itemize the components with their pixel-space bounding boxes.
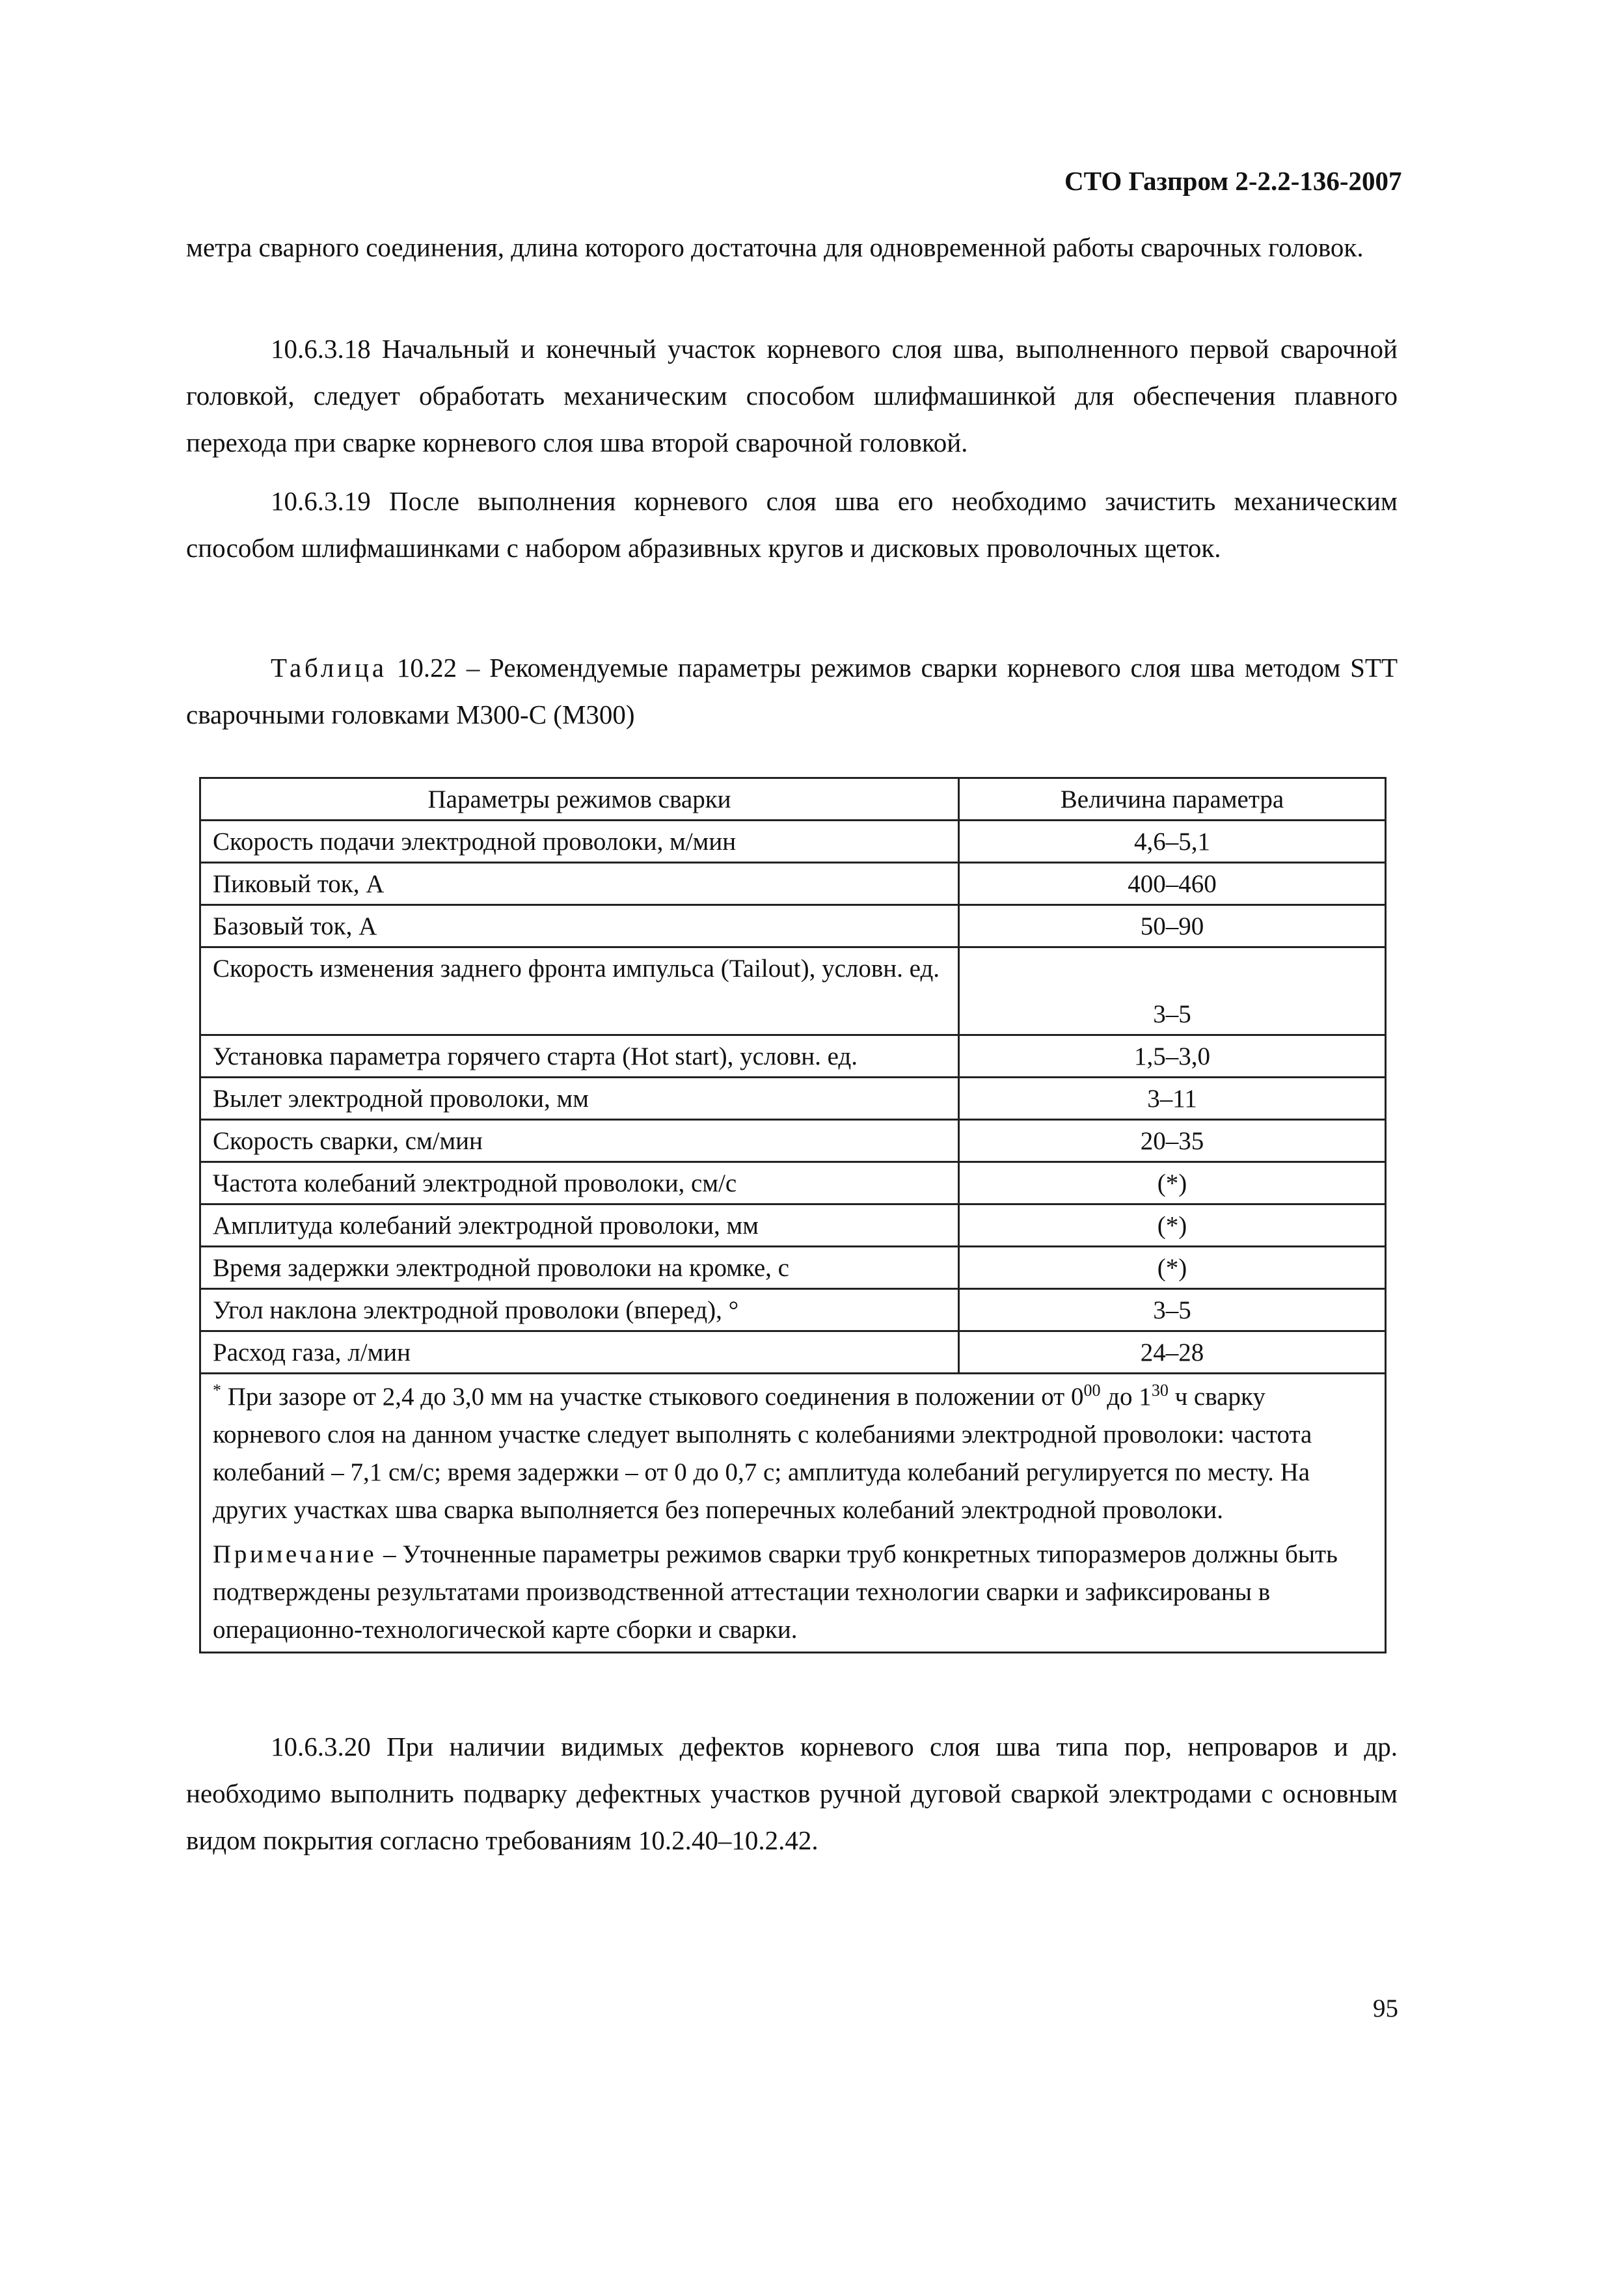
- param-cell: Расход газа, л/мин: [200, 1331, 959, 1374]
- value-cell: 20–35: [959, 1120, 1386, 1162]
- table-row: [200, 1035, 1386, 1078]
- value-cell: 1,5–3,0: [959, 1035, 1386, 1078]
- param-cell: Базовый ток, А: [200, 905, 959, 947]
- param-cell: Частота колебаний электродной проволоки, см/с: [200, 1162, 959, 1204]
- table-row: [200, 947, 1386, 1035]
- note-text: – Уточненные параметры режимов сварки труб конкретных типоразмеров должны быть подтверждены результатами производственной аттестации технологии сварки и зафиксированы в операционно-технологической карте сборки и сварки.: [213, 1540, 1338, 1644]
- table-row: [200, 905, 1386, 947]
- value-cell: 3–11: [959, 1078, 1386, 1120]
- param-cell: Скорость подачи электродной проволоки, м/мин: [200, 821, 959, 863]
- param-cell: Амплитуда колебаний электродной проволоки, мм: [200, 1204, 959, 1247]
- table-caption-label: Таблица: [271, 653, 388, 683]
- table-header-row: [200, 778, 1386, 821]
- value-cell: 400–460: [959, 863, 1386, 905]
- table-row: [200, 863, 1386, 905]
- value-cell: (*): [959, 1247, 1386, 1289]
- table-row: [200, 1289, 1386, 1331]
- table-row: [200, 1331, 1386, 1374]
- param-cell: Вылет электродной проволоки, мм: [200, 1078, 959, 1120]
- footnote-text-3: ч сварку корневого слоя на данном участке следует выполнять с колебаниями электродной проволоки: частота колебаний – 7,1 см/с; время задержки – от 0 до 0,7 с; амплитуда колебаний регулируется по месту. На других участках шва сварка выполняется без поперечных колебаний электродной проволоки.: [213, 1383, 1312, 1524]
- param-cell: Угол наклона электродной проволоки (вперед), °: [200, 1289, 959, 1331]
- footnote-cell: [200, 1374, 1386, 1653]
- table-caption-text: 10.22 – Рекомендуемые параметры режимов сварки корневого слоя шва методом STT сварочными головками М300-С (М300): [186, 653, 1398, 729]
- footnote-mark: *: [213, 1381, 221, 1400]
- footnote-text-1: При зазоре от 2,4 до 3,0 мм на участке стыкового соединения в положении от 0: [221, 1383, 1084, 1411]
- param-cell: Установка параметра горячего старта (Hot start), условн. ед.: [200, 1035, 959, 1078]
- table-footnote: [213, 1378, 1373, 1529]
- table-footnote-row: [200, 1374, 1386, 1653]
- footnote-text-2: до 1: [1100, 1383, 1152, 1411]
- value-cell: 3–5: [959, 947, 1386, 1035]
- document-header: СТО Газпром 2-2.2-136-2007: [1064, 166, 1402, 196]
- table-row: [200, 1162, 1386, 1204]
- footnote-sup-2: 30: [1151, 1381, 1169, 1400]
- paragraph-10-6-3-18: 10.6.3.18 Начальный и конечный участок корневого слоя шва, выполненного первой сварочной головкой, следует обработать механическим способом шлифмашинкой для обеспечения плавного перехода при сварке корневого слоя шва второй сварочной головкой.: [186, 334, 1398, 457]
- value-cell: (*): [959, 1204, 1386, 1247]
- table-row: [200, 821, 1386, 863]
- table-row: [200, 1078, 1386, 1120]
- note-label: Примечание: [213, 1540, 377, 1568]
- value-cell: 24–28: [959, 1331, 1386, 1374]
- table-row: [200, 1204, 1386, 1247]
- table-note: [213, 1536, 1373, 1649]
- param-cell: Время задержки электродной проволоки на кромке, с: [200, 1247, 959, 1289]
- paragraph-10-6-3-20: 10.6.3.20 При наличии видимых дефектов корневого слоя шва типа пор, непроваров и др. необходимо выполнить подварку дефектных участков ручной дуговой сваркой электродами с основным видом покрытия согласно требованиям 10.2.40–10.2.42.: [186, 1732, 1398, 1855]
- value-cell: 4,6–5,1: [959, 821, 1386, 863]
- header-parameters: Параметры режимов сварки: [200, 778, 959, 821]
- param-cell: Скорость сварки, см/мин: [200, 1120, 959, 1162]
- paragraph-intro: метра сварного соединения, длина которого достаточна для одновременной работы сварочных головок.: [186, 232, 1364, 262]
- paragraph-10-6-3-19: 10.6.3.19 После выполнения корневого слоя шва его необходимо зачистить механическим способом шлифмашинками с набором абразивных кругов и дисковых проволочных щеток.: [186, 486, 1398, 563]
- value-cell: 3–5: [959, 1289, 1386, 1331]
- page-number: 95: [1373, 1994, 1398, 2022]
- parameters-table: [199, 777, 1387, 1653]
- table-caption: [186, 644, 1398, 738]
- param-cell: Пиковый ток, А: [200, 863, 959, 905]
- header-value: Величина параметра: [959, 778, 1386, 821]
- value-cell: 50–90: [959, 905, 1386, 947]
- param-cell: Скорость изменения заднего фронта импульса (Tailout), условн. ед.: [200, 947, 959, 1035]
- table-row: [200, 1247, 1386, 1289]
- value-cell: (*): [959, 1162, 1386, 1204]
- table-row: [200, 1120, 1386, 1162]
- footnote-sup-1: 00: [1083, 1381, 1101, 1400]
